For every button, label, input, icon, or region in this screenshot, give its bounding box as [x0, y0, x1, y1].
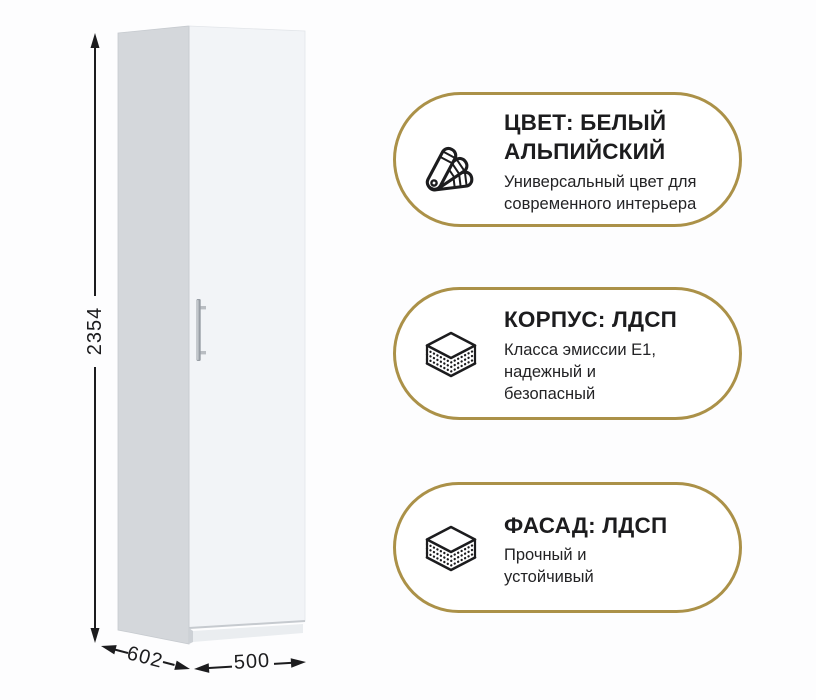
callout-body-text: [504, 305, 723, 405]
height-value: 2354: [84, 306, 106, 356]
callout-title-line: АЛЬПИЙСКИЙ: [504, 139, 666, 165]
callout-subtitle-line: современного интерьера: [504, 195, 697, 214]
callout-color: [393, 92, 742, 227]
width-dimension: [194, 650, 306, 674]
arrow-upleft-icon: [101, 645, 117, 654]
wardrobe-side-panel: [118, 26, 189, 644]
callout-facade-text: [504, 511, 723, 589]
arrow-down-icon: [91, 628, 100, 643]
layers-icon: [422, 524, 480, 576]
arrow-left-icon: [194, 663, 209, 673]
callout-color-text: [504, 108, 723, 216]
depth-value: 602: [124, 642, 166, 673]
callout-title-line: КОРПУС: ЛДСП: [504, 307, 678, 333]
arrow-right-icon: [291, 658, 306, 668]
callout-facade-material: [393, 482, 742, 613]
wardrobe-body: [118, 26, 305, 644]
color-fan-icon: [422, 127, 480, 197]
callout-subtitle-line: Универсальный цвет для: [504, 173, 697, 192]
callout-subtitle-line: Класса эмиссии Е1,: [504, 341, 656, 360]
callout-subtitle-line: надежный и: [504, 363, 596, 382]
width-value: 500: [233, 649, 271, 674]
arrow-up-icon: [91, 33, 100, 48]
layers-icon: [422, 330, 480, 382]
callout-body-material: [393, 287, 742, 420]
height-dimension: [84, 33, 106, 643]
callout-title-line: ЦВЕТ: БЕЛЫЙ: [504, 109, 667, 135]
arrow-downright-icon: [174, 661, 190, 670]
callout-subtitle-line: устойчивый: [504, 568, 594, 587]
callout-subtitle-line: безопасный: [504, 385, 596, 404]
base-side-strip: [189, 628, 193, 644]
depth-dimension: [101, 642, 190, 672]
callout-subtitle-line: Прочный и: [504, 546, 587, 565]
callout-title-line: ФАСАД: ЛДСП: [504, 512, 668, 538]
wardrobe-door: [189, 26, 305, 628]
